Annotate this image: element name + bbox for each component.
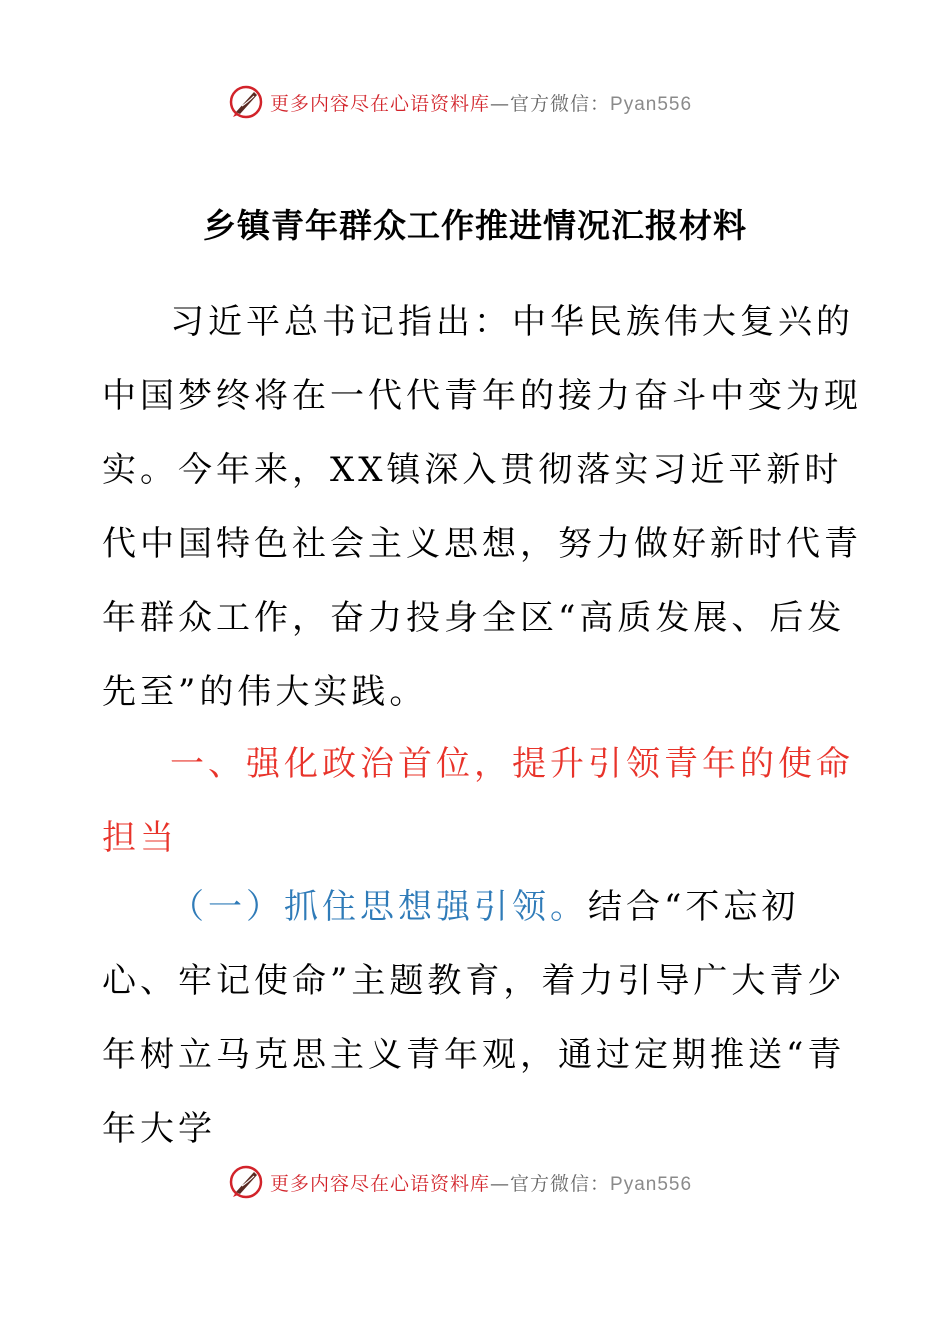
- section-heading: 一、强化政治首位，提升引领青年的使命担当: [102, 744, 854, 858]
- banner-handle: Pyan556: [610, 93, 693, 115]
- banner-text: [270, 89, 692, 116]
- banner-text: [270, 1169, 692, 1196]
- quill-pen-logo-icon: [228, 1164, 264, 1200]
- banner-handle: Pyan556: [610, 1173, 693, 1195]
- subsection-text: 结合“不忘初心、牢记使命”主题教育，着力引导广大青少年树立马克思主义青年观，通过定期推送“青年大学: [102, 887, 846, 1149]
- banner-red-text: 更多内容尽在心语资料库: [270, 1172, 491, 1195]
- subsection-heading: （一）抓住思想强引领。: [170, 887, 588, 927]
- document-title: 乡镇青年群众工作推进情况汇报材料: [203, 206, 747, 245]
- banner-red-text: 更多内容尽在心语资料库: [270, 92, 491, 115]
- banner-wechat-label: 官方微信：: [510, 92, 611, 115]
- banner-dash: —: [490, 1172, 511, 1195]
- banner-wechat-label: 官方微信：: [510, 1172, 611, 1195]
- footer-banner: [228, 1162, 748, 1202]
- subsection-paragraph: [102, 870, 862, 1166]
- intro-paragraph: 习近平总书记指出：中华民族伟大复兴的中国梦终将在一代代青年的接力奋斗中变为现实。今年来，XX镇深入贯彻落实习近平新时代中国特色社会主义思想，努力做好新时代青年群众工作，奋力投身全区“高质发展、后发先至”的伟大实践。: [102, 302, 862, 712]
- banner-dash: —: [490, 92, 511, 115]
- header-banner: [228, 82, 748, 122]
- quill-pen-logo-icon: [228, 84, 264, 120]
